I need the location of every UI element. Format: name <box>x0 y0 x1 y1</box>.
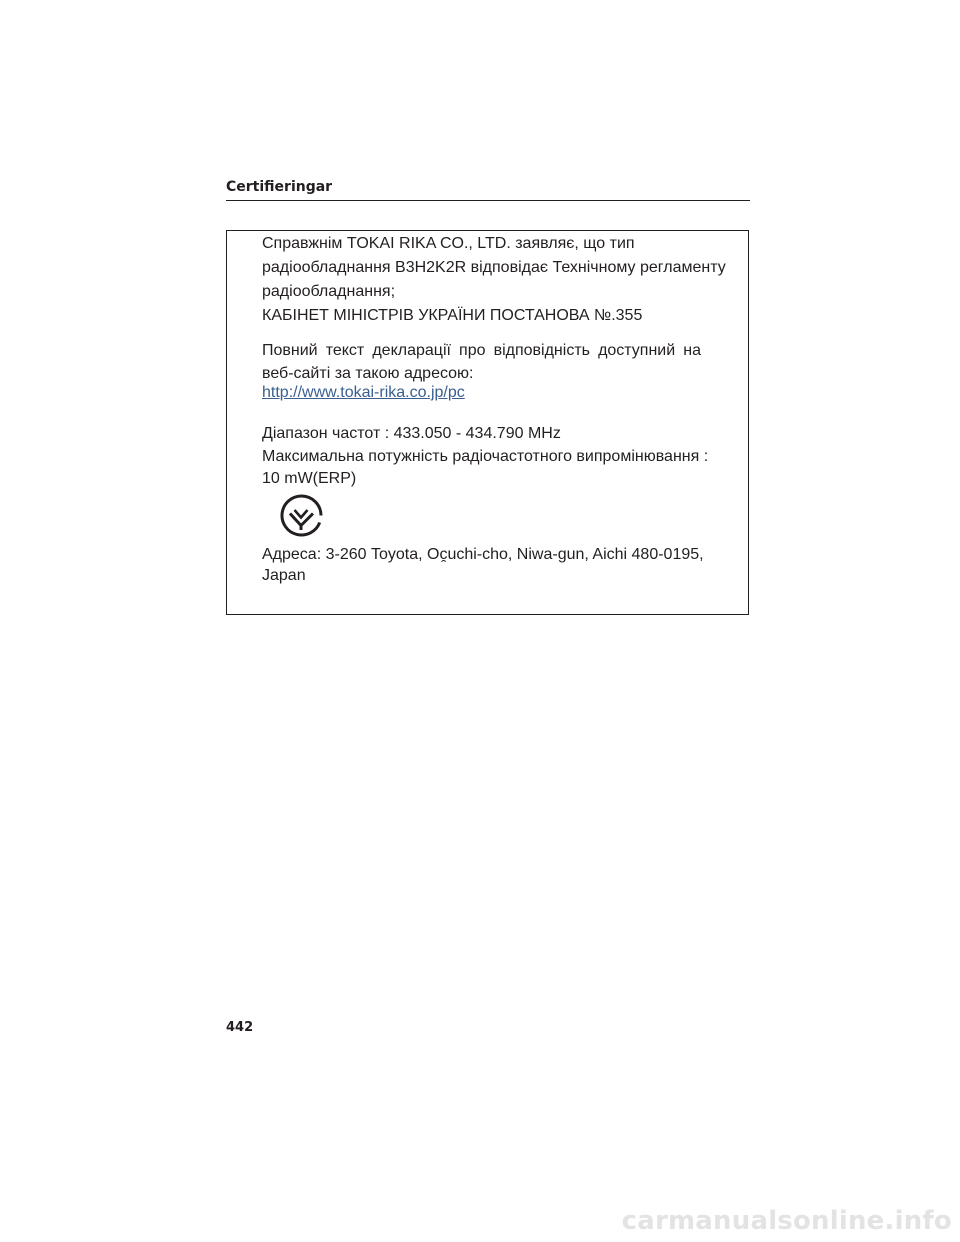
max-power-line-2: 10 mW(ERP) <box>262 470 357 487</box>
watermark: carmanualsonline.info <box>621 1206 952 1236</box>
full-text-line-1: Повний текст декларації про відповідність доступний на <box>262 342 701 359</box>
certification-box <box>226 230 749 615</box>
address-line-2: Japan <box>262 567 306 584</box>
full-text-line-2: веб-сайті за такою адресою: <box>262 365 474 382</box>
regulation-line: КАБІНЕТ МІНІСТРІВ УКРАЇНИ ПОСТАНОВА №.355 <box>262 307 643 324</box>
page-number: 442 <box>226 1020 254 1035</box>
ukrainian-conformity-mark-icon <box>279 493 324 538</box>
address-line-1: Адреса: 3-260 Toyota, Oc̯uchi-cho, Niwa-gun, Aichi 480-0195, <box>262 546 704 563</box>
declaration-line-3: радіообладнання; <box>262 283 396 300</box>
declaration-url-link[interactable]: http://www.tokai-rika.co.jp/pc <box>262 384 465 401</box>
max-power-line-1: Максимальна потужність радіочастотного випромінювання : <box>262 448 709 465</box>
frequency-range-line: Діапазон частот : 433.050 - 434.790 MHz <box>262 425 561 442</box>
declaration-line-1: Справжнім TOKAI RIKA CO., LTD. заявляє, що тип <box>262 235 635 252</box>
section-title: Certifieringar <box>226 179 333 195</box>
declaration-line-2: радіообладнання B3H2K2R відповідає Технічному регламенту <box>262 259 726 276</box>
section-header <box>226 178 750 201</box>
